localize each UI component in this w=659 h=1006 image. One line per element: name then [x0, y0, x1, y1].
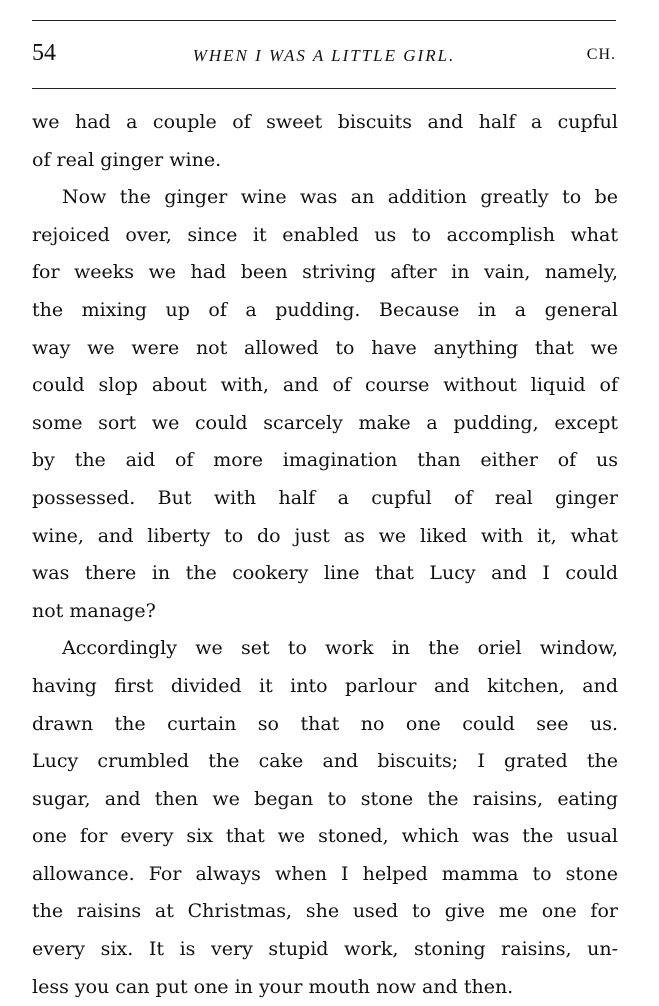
text-line: sugar, and then we began to stone the raisins, eating	[32, 787, 618, 810]
text-line: some sort we could scarcely make a pudding, except	[32, 411, 618, 434]
text-line: of real ginger wine.	[32, 148, 222, 171]
text-line: was there in the cookery line that Lucy and I could	[32, 562, 618, 585]
chapter-mark: CH.	[586, 46, 616, 63]
text-line: possessed. But with half a cupful of real ginger	[32, 486, 618, 509]
header-rule-top	[32, 20, 616, 21]
text-line: the mixing up of a pudding. Because in a general	[32, 298, 618, 321]
running-title: WHEN I WAS A LITTLE GIRL.	[192, 46, 456, 65]
running-head	[32, 38, 616, 78]
text-line: by the aid of more imagination than either of us	[32, 449, 618, 472]
text-line: the raisins at Christmas, she used to give me one for	[32, 900, 618, 923]
text-line: having first divided it into parlour and kitchen, and	[32, 674, 618, 697]
text-line: allowance. For always when I helped mamma to stone	[32, 862, 618, 885]
text-line: every six. It is very stupid work, stoning raisins, un-	[32, 938, 618, 961]
text-line: Now the ginger wine was an addition greatly to be	[62, 186, 618, 209]
page-number: 54	[32, 40, 56, 66]
text-line: wine, and liberty to do just as we liked with it, what	[32, 524, 618, 547]
text-line: could slop about with, and of course without liquid of	[32, 374, 618, 397]
text-line: Lucy crumbled the cake and biscuits; I grated the	[32, 750, 618, 773]
text-line: not manage?	[32, 599, 156, 622]
text-line: for weeks we had been striving after in vain, namely,	[32, 261, 618, 284]
text-line: way we were not allowed to have anything that we	[32, 336, 618, 359]
text-line: Accordingly we set to work in the oriel window,	[62, 637, 618, 660]
text-line: one for every six that we stoned, which was the usual	[32, 825, 618, 848]
text-line: we had a couple of sweet biscuits and half a cupful	[32, 111, 618, 133]
text-line: less you can put one in your mouth now and then.	[32, 975, 514, 998]
body-text	[32, 104, 618, 1006]
text-line: drawn the curtain so that no one could see us.	[32, 712, 618, 735]
header-rule-bottom	[32, 88, 616, 89]
text-line: rejoiced over, since it enabled us to accomplish what	[32, 223, 618, 246]
